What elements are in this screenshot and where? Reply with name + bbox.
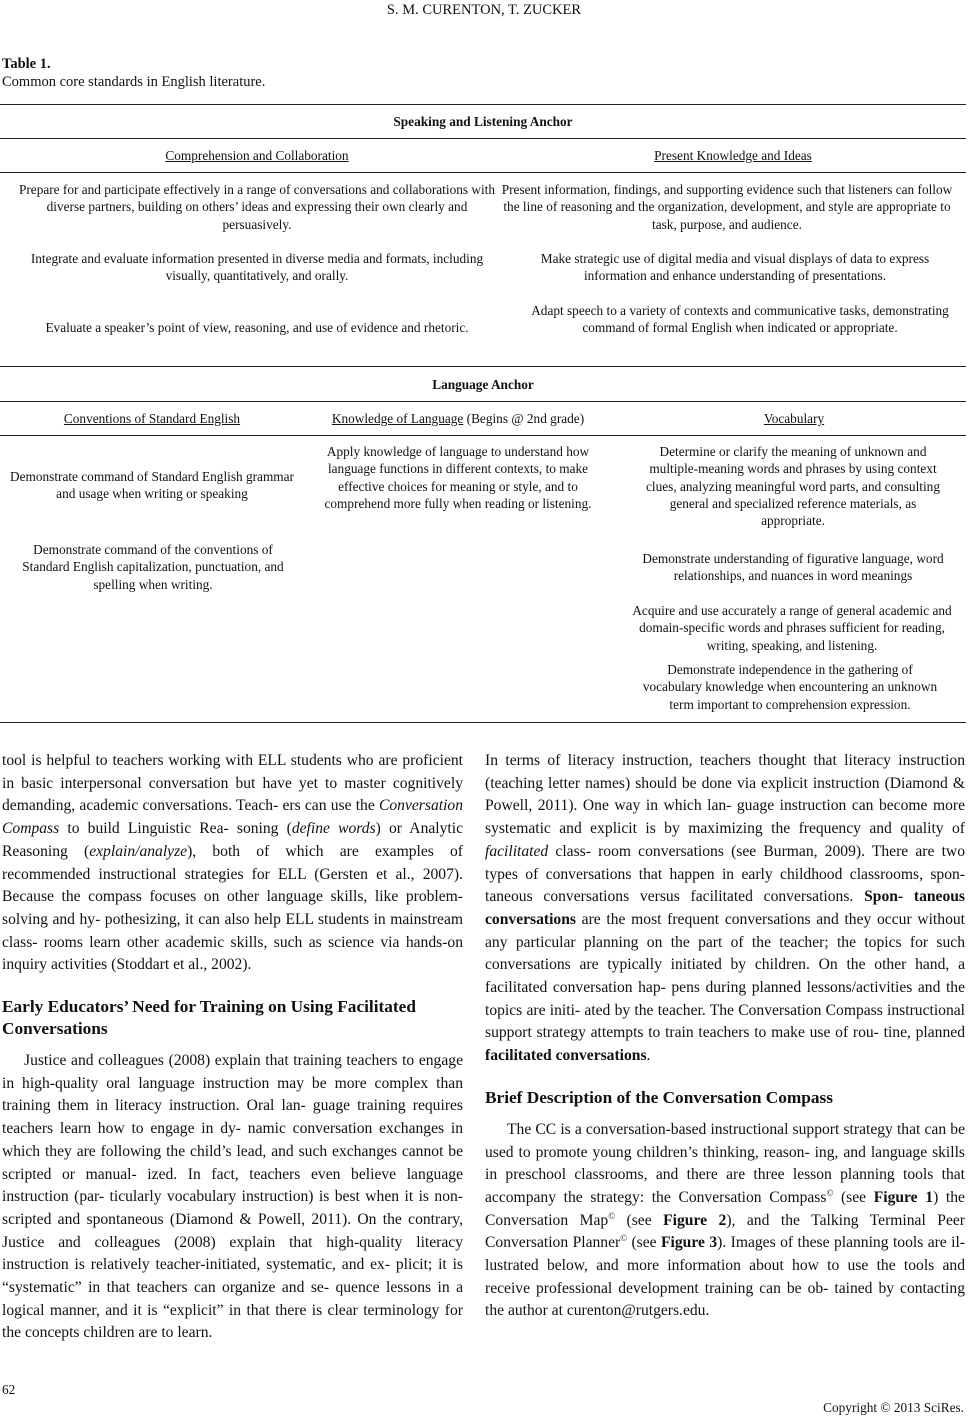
table-cell: Make strategic use of digital media and visual displays of data to express information and enhance understanding of presentations. (540, 251, 930, 284)
text-run: (see (615, 1211, 664, 1229)
text-run: ), both of which are examples of recommended instructional strategies for ELL (Gersten et al., 2007). Because the compass focuses on other language skills, like problem-solving and hy- pothesizing, it can also help ELL students in mainstream class- rooms learn other academic skills, such as science via hands-on inquiry activities (Stoddart et al., 2002). (2, 842, 463, 974)
text-run: The CC is a conversation-based instructional support strategy that can be used to promote young children’s thinking, reason- ing, and language skills in preschool classrooms, and there are three lesson planning tools that accompany the strategy: the Conversation Compass (485, 1120, 965, 1206)
table-cell: Adapt speech to a variety of contexts and communicative tasks, demonstrating command of formal English when indicated or appropriate. (531, 303, 949, 336)
table-cell: Evaluate a speaker’s point of view, reasoning, and use of evidence and rhetoric. (45, 320, 469, 335)
copyright-mark: © (620, 1233, 628, 1244)
col-header-knowledge: Knowledge of Language (331, 411, 464, 426)
language-anchor-title: Language Anchor (432, 377, 534, 392)
table-rule (0, 722, 966, 723)
running-head: S. M. CURENTON, T. ZUCKER (386, 2, 582, 18)
col-header-comprehension: Comprehension and Collaboration (165, 148, 349, 163)
text-run: ) the Conversation Map (485, 1188, 965, 1229)
table-cell: Determine or clarify the meaning of unknown and multiple-meaning words and phrases by using context clues, analyzing meaningful word parts, and consulting general and specialized reference materials, as appropriate. (646, 444, 940, 529)
left-column (2, 750, 463, 1345)
bold-text: facilitated conversations (485, 1047, 647, 1065)
table-cell: Demonstrate command of Standard English grammar and usage when writing or speaking (10, 469, 294, 502)
table-label: Table 1. (2, 56, 51, 72)
text-run: ), and the Talking Terminal Peer Conversation Planner (485, 1211, 965, 1252)
paragraph (485, 1119, 965, 1323)
section-heading: Brief Description of the Conversation Compass (485, 1087, 833, 1107)
text-run: are the most frequent conversations and they occur without any particular planning on the part of the teacher; the topics for such conversations are typically initiated by children. On the other hand, a facilitated conversation hap- pens during planned lessons/activities and the topics are initi- ated by the teacher. The Conversation Compass instructional support strategy attempts to train teachers to make use of rou- tine, planned (485, 910, 965, 1042)
table-rule (0, 401, 966, 402)
page-number: 62 (2, 1382, 16, 1397)
col-header-conventions: Conventions of Standard English (63, 411, 241, 426)
italic-text: Conversation Compass (2, 797, 463, 838)
table-cell: Present information, findings, and supporting evidence such that listeners can follow the line of reasoning and the organization, development, and style are appropriate to task, purpose, and audience. (501, 182, 953, 232)
table-cell: Integrate and evaluate information presented in diverse media and formats, including visually, quantitatively, and orally. (30, 251, 484, 284)
copyright-mark: © (608, 1210, 616, 1221)
col-header-present-knowledge: Present Knowledge and Ideas (654, 148, 812, 163)
table-cell: Acquire and use accurately a range of general academic and domain-specific words and phrases sufficient for reading, writing, speaking, and listening. (632, 603, 952, 653)
section-heading: Early Educators’ Need for Training on Using Facilitated Conversations (2, 997, 416, 1039)
table-cell: Demonstrate understanding of figurative language, word relationships, and nuances in word meanings (642, 551, 944, 584)
text-run: . (646, 1047, 651, 1065)
table-cell: Prepare for and participate effectively in a range of conversations and collaborations with diverse partners, building on others’ ideas and expressing their own clearly and persuasively. (18, 182, 496, 232)
text-run: Justice and colleagues (2008) explain that training teachers to engage in high-quality oral language instruction may be more complex than training them in literacy instruction. Oral lan- guage training requires teachers learn how to engage in dy- namic conversation exchanges in which they are following the child’s lead, and such exchanges cannot be scripted or manual- ized. In fact, teachers even believe language instruction (par- ticularly vocabulary instruction) is best when it is non-scripted and spontaneous (Diamond & Powell, 2011). On the contrary, Justice and colleagues (2008) explain that high-quality literacy instruction is relatively teacher-initiated, systematic, and ex- plicit; it is “systematic” in that teachers can organize and se- quence lessons in a logical manner, and it is “explicit” in that there is clear terminology for the concepts children are to learn. (2, 1052, 463, 1342)
text-run: (see (627, 1234, 662, 1252)
table-rule (0, 366, 966, 367)
bold-text: Figure 1 (873, 1188, 934, 1206)
table-caption: Common core standards in English literature. (2, 74, 266, 90)
italic-text: facilitated (485, 842, 549, 860)
text-run: In terms of literacy instruction, teachers thought that literacy instruction (teaching letter names) should be done via explicit instruction (Diamond & Powell, 2011). One way in which lan- guage instruction can become more systematic and explicit is by maximizing the frequency and quality of (485, 752, 965, 838)
table-cell: Demonstrate independence in the gathering of vocabulary knowledge when encountering an unknown term important to comprehension expression. (642, 662, 938, 712)
table-rule (0, 104, 966, 105)
speaking-anchor-title: Speaking and Listening Anchor (393, 114, 573, 129)
table-rule (0, 172, 966, 173)
bold-text: Figure 2 (663, 1211, 727, 1229)
copyright-mark: © (826, 1187, 834, 1198)
bold-text: Figure 3 (661, 1234, 718, 1252)
italic-text: define words (291, 820, 376, 838)
text-run: (see (833, 1188, 874, 1206)
col-header-vocabulary: Vocabulary (763, 411, 825, 426)
table-rule (0, 138, 966, 139)
text-run: to build Linguistic Rea- soning ( (59, 820, 292, 838)
paragraph (2, 750, 463, 977)
col-header-knowledge-note: (Begins @ 2nd grade) (463, 411, 585, 426)
italic-text: explain/analyze (89, 842, 188, 860)
table-cell: Apply knowledge of language to understand how language functions in different contexts, to make effective choices for meaning or style, and to comprehend more fully when reading or listening. (324, 444, 592, 511)
text-run: class- room conversations (see Burman, 2009). There are two types of conversations that happen in early childhood classrooms, spon- taneous conversations versus facilitated conversations. (485, 842, 965, 906)
bold-text: Spon- taneous conversations (485, 888, 965, 928)
text-run: ) or Analytic Reasoning ( (2, 820, 463, 860)
paragraph (485, 750, 965, 1068)
table-cell: Demonstrate command of the conventions of Standard English capitalization, punctuation, and spelling when writing. (22, 542, 284, 592)
text-run: ). Images of these planning tools are il- lustrated below, and more information about how to use the tools and receive professional development training can be ob- tained by contacting the author at curenton@rutgers.edu. (485, 1234, 966, 1320)
paragraph (2, 1050, 463, 1345)
right-column (485, 750, 965, 1323)
table-rule (0, 435, 966, 436)
copyright: Copyright © 2013 SciRes. (823, 1400, 964, 1415)
text-run: tool is helpful to teachers working with ELL students who are proficient in basic interpersonal conversation but have yet to master cognitively demanding, academic conversations. Teach- ers can use the (2, 752, 463, 815)
